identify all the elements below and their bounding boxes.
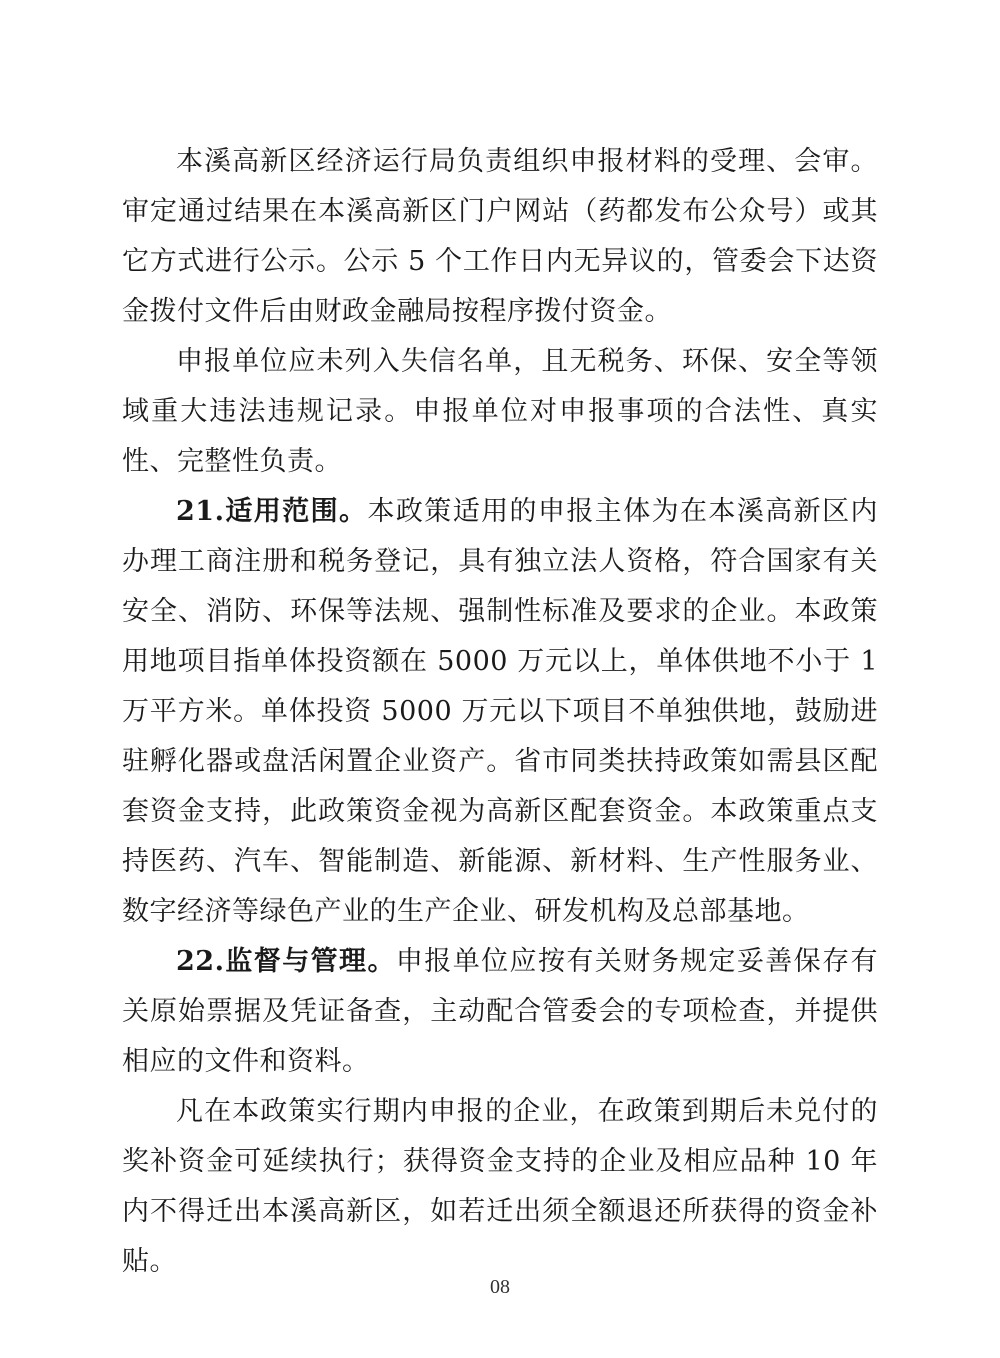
paragraph-scope	[122, 487, 878, 937]
paragraph-applicant-requirements	[122, 337, 878, 487]
paragraph-text: 凡在本政策实行期内申报的企业，在政策到期后未兑付的奖补资金可延续执行；获得资金支持的企业及相应品种 10 年内不得迁出本溪高新区，如若迁出须全额退还所获得的资金补贴。	[122, 1096, 878, 1277]
paragraph-continuation	[122, 1087, 878, 1287]
paragraph-text: 本政策适用的申报主体为在本溪高新区内办理工商注册和税务登记，具有独立法人资格，符合国家有关安全、消防、环保等法规、强制性标准及要求的企业。本政策用地项目指单体投资额在 5000 万元以上，单体供地不小于 1 万平方米。单体投资 5000 万元以下项目不单独供地，鼓励进驻孵化器或盘活闲置企业资产。省市同类扶持政策如需县区配套资金支持，此政策资金视为高新区配套资金。本政策重点支持医药、汽车、智能制造、新能源、新材料、生产性服务业、数字经济等绿色产业的生产企业、研发机构及总部基地。	[122, 496, 879, 927]
document-body	[122, 137, 878, 1287]
page-number: 08	[490, 1276, 510, 1298]
paragraph-review-process	[122, 137, 878, 337]
paragraph-text: 申报单位应未列入失信名单，且无税务、环保、安全等领域重大违法违规记录。申报单位对申报事项的合法性、真实性、完整性负责。	[122, 346, 878, 477]
paragraph-supervision	[122, 937, 878, 1087]
paragraph-text: 申报单位应按有关财务规定妥善保存有关原始票据及凭证备查，主动配合管委会的专项检查，并提供相应的文件和资料。	[122, 946, 878, 1077]
section-heading-supervision: 22.监督与管理。	[176, 946, 396, 977]
paragraph-text: 本溪高新区经济运行局负责组织申报材料的受理、会审。审定通过结果在本溪高新区门户网站（药都发布公众号）或其它方式进行公示。公示 5 个工作日内无异议的，管委会下达资金拨付文件后由财政金融局按程序拨付资金。	[122, 146, 878, 327]
section-heading-scope: 21.适用范围。	[176, 496, 368, 527]
